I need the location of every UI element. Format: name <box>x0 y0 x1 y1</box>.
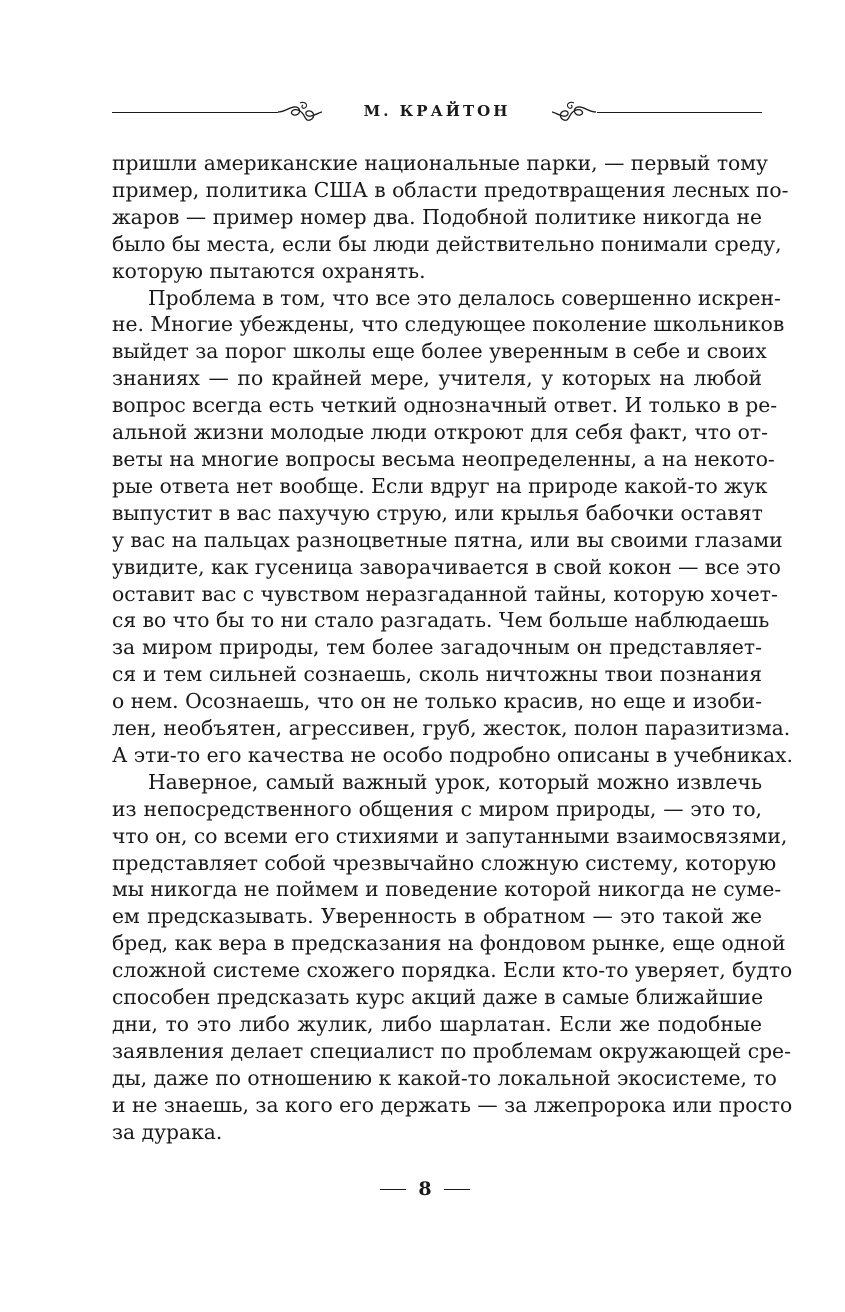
text-line: что он, со всеми его стихиями и запутанными взаимосвязями, <box>112 823 788 848</box>
running-title: М. КРАЙТОН <box>363 102 511 120</box>
text-line: пример, политика США в области предотвращения лесных по- <box>112 177 789 202</box>
text-line: веты на многие вопросы весьма неопределенны, а на некото- <box>112 446 775 471</box>
header-rule-right <box>597 112 762 113</box>
text-line: Проблема в том, что все это делалось совершенно искрен- <box>148 285 781 310</box>
text-line: лен, необъятен, агрессивен, груб, жесток, полон паразитизма. <box>112 716 791 741</box>
text-line: о нем. Осознаешь, что он не только красив, но еще и изоби- <box>112 689 762 714</box>
text-line: ся и тем сильней сознаешь, сколь ничтожны твои познания <box>112 662 762 687</box>
paragraph <box>112 285 793 769</box>
text-line: за дурака. <box>112 1119 223 1144</box>
text-line: которую пытаются охранять. <box>112 258 426 283</box>
text-line: выйдет за порог школы еще более уверенным в себе и своих <box>112 339 767 364</box>
text-line: альной жизни молодые люди откроют для себя факт, что от- <box>112 420 768 445</box>
paragraph <box>112 150 789 285</box>
text-line: ды, даже по отношению к какой-то локальной экосистеме, то <box>112 1065 777 1090</box>
paragraph <box>112 769 793 1146</box>
footer-dash-right <box>444 1189 470 1190</box>
text-line: из непосредственного общения с миром природы, — это то, <box>112 796 762 821</box>
text-line: А эти-то его качества не особо подробно описаны в учебниках. <box>112 742 793 767</box>
text-line: за миром природы, тем более загадочным он представляет- <box>112 635 762 660</box>
text-line: увидите, как гусеница заворачивается в свой кокон — все это <box>112 554 781 579</box>
text-line: было бы места, если бы люди действительно понимали среду, <box>112 231 782 256</box>
text-line: представляет собой чрезвычайно сложную систему, которую <box>112 850 777 875</box>
text-line: знаниях — по крайней мере, учителя, у которых на любой <box>112 366 762 391</box>
body-text <box>112 150 793 1146</box>
flourish-ornament-left-icon <box>276 98 324 126</box>
text-line: Наверное, самый важный урок, который можно извлечь <box>148 769 762 794</box>
text-line: вопрос всегда есть четкий однозначный ответ. И только в ре- <box>112 393 778 418</box>
page-number: 8 <box>418 1178 432 1200</box>
running-header <box>112 96 762 132</box>
footer-dash-left <box>380 1189 406 1190</box>
text-line: выпустит в вас пахучую струю, или крылья бабочки оставят <box>112 500 763 525</box>
text-line: у вас на пальцах разноцветные пятна, или вы своими глазами <box>112 527 783 552</box>
text-line: ся во что бы то ни стало разгадать. Чем больше наблюдаешь <box>112 608 770 633</box>
text-line: заявления делает специалист по проблемам окружающей сре- <box>112 1038 791 1063</box>
text-line: жаров — пример номер два. Подобной политике никогда не <box>112 204 762 229</box>
text-line: ем предсказывать. Уверенность в обратном — это такой же <box>112 904 762 929</box>
text-line: сложной системе схожего порядка. Если кто-то уверяет, будто <box>112 958 793 983</box>
flourish-ornament-right-icon <box>550 98 598 126</box>
text-line: оставит вас с чувством неразгаданной тайны, которую хочет- <box>112 581 778 606</box>
text-line: не. Многие убеждены, что следующее поколение школьников <box>112 312 785 337</box>
text-line: рые ответа нет вообще. Если вдруг на природе какой-то жук <box>112 473 768 498</box>
text-line: дни, то это либо жулик, либо шарлатан. Если же подобные <box>112 1012 762 1036</box>
text-line: способен предсказать курс акций даже в самые ближайшие <box>112 985 764 1010</box>
text-line: пришли американские национальные парки, — первый тому <box>112 151 768 175</box>
text-line: бред, как вера в предсказания на фондовом рынке, еще одной <box>112 931 786 956</box>
header-rule-left <box>112 112 278 113</box>
text-line: мы никогда не поймем и поведение которой никогда не суме- <box>112 877 782 902</box>
page-footer <box>300 1178 550 1200</box>
text-line: и не знаешь, за кого его держать — за лжепророка или просто <box>112 1092 793 1117</box>
